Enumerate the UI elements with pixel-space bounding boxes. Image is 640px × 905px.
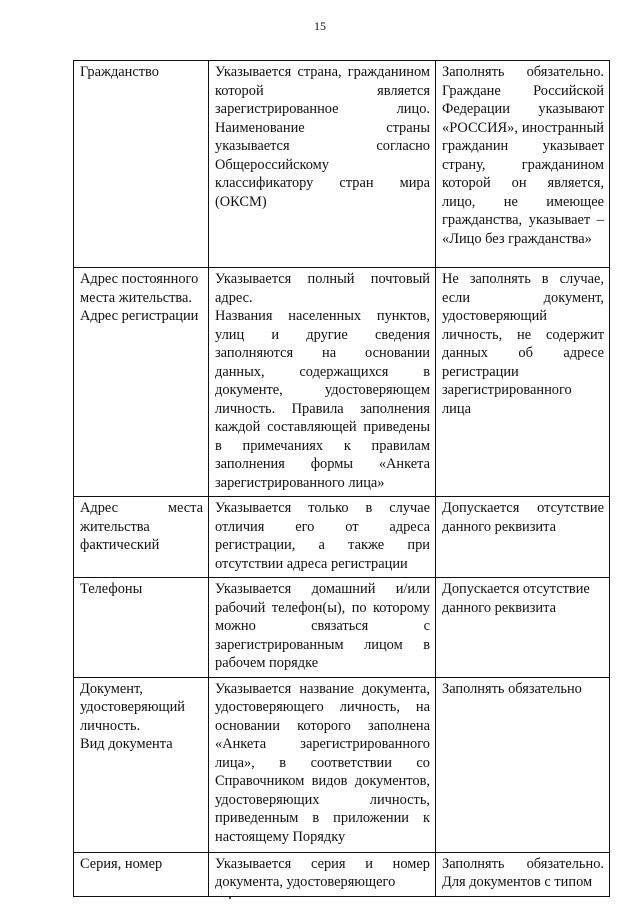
field-name-text: Серия, номер — [80, 855, 163, 872]
fill-rule-text: Указывается страна, гражданином которой является зарегистрированное лицо. Наименование страны указывается согласно Общероссийскому классификатору стран мира (ОКСМ) — [215, 64, 430, 210]
table-row — [74, 497, 610, 578]
fill-rule-cell — [209, 677, 436, 852]
field-name-cell — [74, 61, 209, 268]
field-name-cell — [74, 578, 209, 678]
field-name-cell — [74, 268, 209, 497]
fill-rule-cell — [209, 61, 436, 268]
field-name-cell — [74, 677, 209, 852]
requirement-text: Заполнять обязательно. Граждане Российской Федерации указывают «РОССИЯ», иностранный гражданин указывает страну, гражданином которой он является, лицо, не имеющее гражданства, указывает – «Лицо без гражданства» — [442, 64, 604, 247]
field-name-text: Адрес постоянного места жительства. — [80, 271, 199, 306]
table-row — [74, 268, 610, 497]
table-row — [74, 61, 610, 268]
fill-rule-cell — [209, 852, 436, 896]
fill-rule-cell — [209, 497, 436, 578]
requirement-text: Заполнять обязательно — [442, 680, 582, 697]
requirement-cell — [436, 677, 610, 852]
fill-rule-text: Указывается полный почтовый адрес. — [215, 271, 430, 306]
field-name-text: Гражданство — [80, 64, 159, 80]
fill-rule-text: Указывается только в случае отличия его от адреса регистрации, а также при отсутствии адреса регистрации — [215, 500, 430, 572]
page-number: 15 — [314, 19, 326, 33]
table-row — [74, 578, 610, 678]
requirement-cell — [436, 497, 610, 578]
requirement-cell — [436, 268, 610, 497]
requirement-text: Допускается отсутствие данного реквизита — [442, 581, 590, 616]
fill-rule-text: Указывается название документа, удостоверяющего личность, на основании которого заполнена «Анкета зарегистрированного лица», в соответствии со Справочником видов документов, удостоверяющих личность, приведенным в приложении к настоящему Порядку — [215, 680, 430, 845]
table-row — [74, 677, 610, 852]
requirement-text: Не заполнять в случае, если документ, удостоверяющий личность, не содержит данных об адресе регистрации зарегистрированного лица — [442, 271, 604, 417]
fill-rule-cell — [209, 268, 436, 497]
requirement-cell — [436, 852, 610, 896]
fill-rule-text: Названия населенных пунктов, улиц и другие сведения заполняются на основании данных, содержащихся в документе, удостоверяющем личность. Правила заполнения каждой составляющей приведены в примечаниях к правилам заполнения формы «Анкета зарегистрированного лица» — [215, 308, 430, 491]
requirement-cell — [436, 61, 610, 268]
fill-rule-text: Указывается серия и номер документа, удостоверяющего — [215, 855, 430, 890]
fill-rule-text: Указывается домашний и/или рабочий телефон(ы), по которому можно связаться с зарегистрированным лицом в рабочем порядке — [215, 581, 430, 671]
scan-speck — [229, 897, 231, 899]
requirement-text: Допускается отсутствие данного реквизита — [442, 500, 604, 535]
fill-rule-cell — [209, 578, 436, 678]
requirement-cell — [436, 578, 610, 678]
field-name-cell — [74, 852, 209, 896]
field-name-text: Вид документа — [80, 736, 173, 752]
table-row — [74, 852, 610, 896]
field-name-text: Адрес места жительства фактический — [80, 500, 203, 553]
field-name-text: Документ, удостоверяющий личность. — [80, 680, 185, 734]
requirement-text: Заполнять обязательно. Для документов с типом — [442, 855, 604, 890]
field-name-text: Адрес регистрации — [80, 308, 199, 324]
requirements-table — [73, 60, 610, 897]
field-name-text: Телефоны — [80, 581, 143, 597]
field-name-cell — [74, 497, 209, 578]
